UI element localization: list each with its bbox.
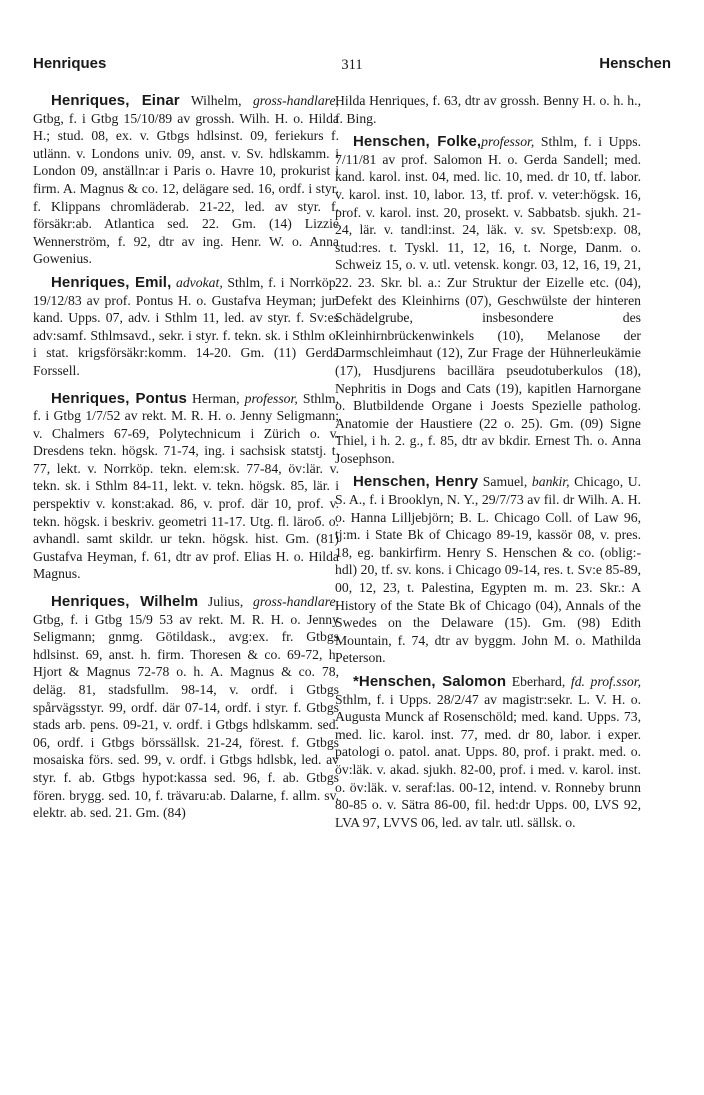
entry-given-names: Eberhard, (511, 674, 566, 689)
biography-entry (33, 593, 339, 822)
entry-headword: Henriques, Emil, (51, 273, 172, 291)
biography-entry (335, 133, 641, 467)
entry-text: Sthlm, f. i Upps. 28/2/47 av magistr:sekr. L. V. H. o. Augusta Munck af Rosenschöld; med. kand. Upps. 73, med. lic. karol. inst. 77, med. dr 80, labor. i exper. patologi o. patol. anat. Upps. 80, prof. i prakt. med. o. öv:läk. v. akad. sjukh. 82-00, prof. i med. v. karol. inst. o. öv:läk. v. seraf:las. 00-12, intend. v. Ronneby brunn 80-85 o. v. Sätra 86-00, fil. hed:dr Upps. 00, LVS 92, LVA 97, LVVS 06, led. av talr. utl. sällsk. o. (335, 691, 641, 830)
entry-text: Gtbg, f. i Gtbg 15/10/89 av grossh. Wilh. H. o. Hilda H.; stud. 08, ex. v. Gtbgs hdlsinst. 09, feriekurs f. utlänn. v. Londons univ. 09, anst. v. Sv. hdlskamm. i London 09, anställn:ar i Paris o. Havre 10, prokurist i firm. A. Magnus & co. 12, delägare sed. 16, ordf. i styr. f. Klippans chromläderab. 21-22, led. av styr. f. försäkr:ab. Atlantica sed. 22. Gm. (14) Lizzie Wennerström, f. 92, dtr av ing. Henr. W. o. Anna Gowenius. (33, 110, 339, 267)
entry-text: Hilda Henriques, f. 63, dtr av grossh. Benny H. o. h. h., f. Bing. (335, 93, 641, 126)
entry-headword: Henschen, Folke, (353, 133, 482, 151)
right-column (335, 92, 641, 837)
left-column (33, 92, 339, 828)
entry-occupation: professor, (244, 390, 298, 406)
page-number: 311 (341, 57, 363, 73)
running-head-left: Henriques (33, 55, 107, 72)
entry-occupation: professor, (481, 134, 535, 150)
page-header (33, 52, 671, 78)
entry-occupation: advokat, (175, 274, 223, 290)
entry-occupation: gross-handlare, (252, 93, 339, 108)
entry-text: Sthlm, f. i Gtbg 1/7/52 av rekt. M. R. H. o. Jenny Seligmann; v. Chalmers 67-69, Polytechnicum i Zürich o. v. Dresdens tekn. högsk. 71-74, ing. i sachsisk statstj. t. 77, lekt. v. Norrköp. tekn. elem:sk. 77-84, öv:lär. v. tekn. sk. i Sthlm 84-11, lekt. v. tekn. högsk. 85, lär. i perspektiv v. konst:akad. 86, v. prof. där 10, prof. v. tekn. högsk. i beskriv. geometri 11-17. Utg. fl. läroб. o. avhandl. samt skildr. ur tekn. högsk. hist. Gm. (81) Gustafva Heyman, f. 61, dtr av prof. Elias H. o. Hilda Magnus. (33, 390, 340, 582)
entry-headword: Henriques, Einar (51, 92, 180, 109)
entry-given-names: Wilhelm, (190, 93, 242, 108)
entry-text: Sthlm, f. i Upps. 7/11/81 av prof. Salomon H. o. Gerda Sandell; med. kand. karol. inst. 04, med. lic. 10, med. dr 10, tf. labor. v. karol. inst. 10, labor. 13, tf. prof. v. veter:högsk. 16, prof. v. karol. inst. 20, prosekt. v. Sabbatsb. sjukh. 21-24, lär. v. tandl:inst. 24, läk. v. sv. Spetsb:exp. 08, stud:res. t. Tyskl. 11, 12, 16, t. Norge, Danm. o. Schweiz 15, o. v. utl. vetensk. kongr. 03, 12, 16, 19, 21, 22. 23. Skr. bl. a.: Zur Struktur der Eizelle etc. (04), Defekt des Kleinhirns (07), Geschwülste der hinteren Schädelgrube, insbesondere des Kleinhirnbrückenwinkels (10), Melanose der Darmschleimhaut (12), Zur Frage der Hühnerleukämie (17), Husdjurens bacillära pseudotuberkulos (18), Nephritis in Dogs and Cats (19), kapitlen Harnorgane o. Blutbildende Organe i Joests Spezielle patholog. Anatomie der Haustiere (22 o. 25). Gm. (09) Signe Thiel, i h. 2. g., f. 85, dtr av bkdir. Ernest Th. o. Anna Josephson. (335, 134, 642, 466)
biography-entry (335, 473, 641, 667)
entry-occupation: gross-handlare, (252, 594, 340, 610)
entry-text: Gtbg, f. i Gtbg 15/9 53 av rekt. M. R. H. o. Jenny Seligmann; gnmg. Götildask., avg:ex. fr. Gtbgs hdlsinst. 69, anst. h. firm. Thoresen & co. 69-72, h. Hjort & Magnus 72-78 o. h. A. Magnus & co. 78, deläg. 81, stadsfullm. 98-14, v. ordf. i Gtbgs spårvägsstyr. 99, ordf. där 07-14, ordf. i styr. f. Gtbgs stads arb. pens. 09-21, v. ordf. i Gtbgs hdlskamm. sed. 06, ordf. i Gtbgs börssällsk. 21-24, förest. f. Gtbgs mosaiska förs. sed. 99, v. ordf. i Gtbgs hdlsbk, led. av styr. f. ab. Gtbgs hypot:kassa sed. 96, f. ab. Gtbgs fören. brygg. sed. 10, f. trävaru:ab. Dalarne, f. allm. sv. elektr. ab. sed. 21. Gm. (84) (33, 611, 339, 821)
entry-given-names: Samuel, (482, 474, 528, 490)
entry-text: Sthlm, f. i Norrköp. 19/12/83 av prof. Pontus H. o. Gustafva Heyman; jur. kand. Upps. 07, adv. i Sthlm 11, led. av styr. f. Sv:es adv:samf. Sthlmsavd., sekr. i styr. f. tekn. sk. i Sthlm o. i stat. krigsförsäkr:komm. 14-20. Gm. (11) Gerda Forssell. (33, 274, 339, 378)
entry-occupation: bankir, (531, 474, 570, 490)
entry-headword: *Henschen, Salomon (353, 673, 507, 690)
entry-text: Chicago, U. S. A., f. i Brooklyn, N. Y., 29/7/73 av fil. dr Wilh. A. H. o. Hanna Lilljebjörn; B. L. Chicago Coll. of Law 96, tj:m. i State Bk of Chicago 89-19, kassör 08, v. pres. 18, eg. bankirfirm. Henry S. Henschen & co. (oblig:-hdl) 20, tf. sv. kons. i Chicago 09-14, res. t. Sv:e 85-89, 00, 12, 23, t. Palestina, Egypten m. m. 23. Skr.: A History of the State Bk of Chicago (04), Annals of the Swedes on the Delaware (15). Gm. (98) Edith Mountain, f. 74, dtr av byggm. John M. o. Mathilda Peterson. (335, 474, 642, 666)
entry-given-names: Herman, (192, 390, 240, 406)
biography-entry (33, 390, 339, 584)
entry-headword: Henschen, Henry (353, 473, 479, 491)
biography-entry (33, 274, 339, 380)
entry-given-names: Julius, (207, 594, 244, 610)
biography-entry (335, 673, 641, 831)
entry-headword: Henriques, Pontus (51, 389, 187, 407)
running-head-right: Henschen (599, 55, 671, 72)
biography-entry-continuation (335, 92, 641, 127)
entry-occupation: fd. prof.ssor, (570, 674, 642, 689)
biography-entry (33, 92, 339, 268)
entry-headword: Henriques, Wilhelm (51, 593, 199, 611)
